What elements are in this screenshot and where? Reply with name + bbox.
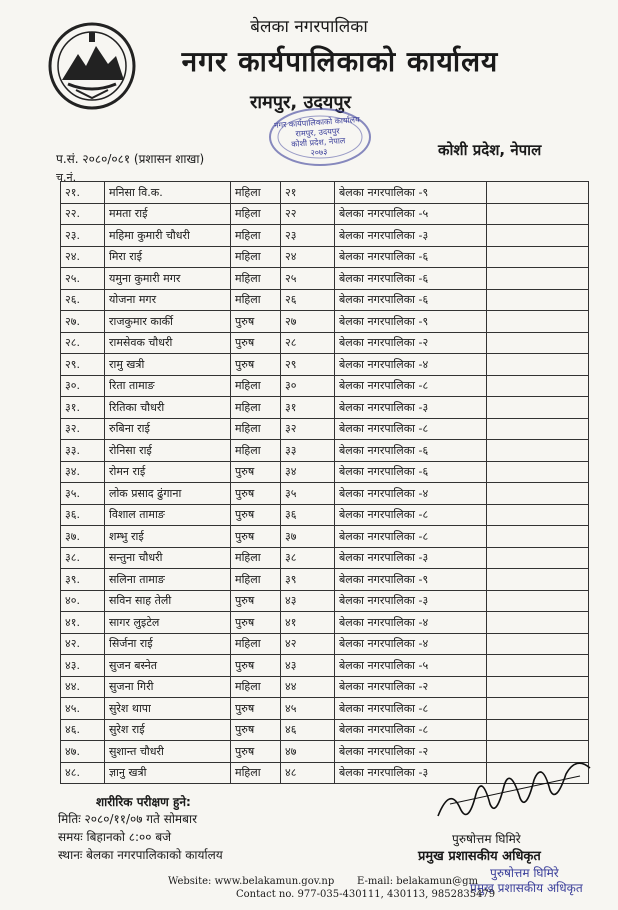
remarks-cell [487, 526, 589, 548]
name-cell: सागर लुइटेल [105, 612, 231, 634]
gender-cell: महिला [231, 676, 281, 698]
address-cell: बेलका नगरपालिका -६ [335, 440, 487, 462]
name-cell: रितिका चौधरी [105, 397, 231, 419]
remarks-cell [487, 182, 589, 204]
serial-cell: ३२. [61, 418, 105, 440]
address-cell: बेलका नगरपालिका -५ [335, 655, 487, 677]
table-row [61, 311, 589, 333]
remarks-cell [487, 676, 589, 698]
serial-cell: ४३. [61, 655, 105, 677]
signature-icon [430, 746, 600, 826]
address-cell: बेलका नगरपालिका -३ [335, 397, 487, 419]
name-cell: रिता तामाङ [105, 375, 231, 397]
name-cell: सुरेश राई [105, 719, 231, 741]
remarks-cell [487, 569, 589, 591]
address-cell: बेलका नगरपालिका -९ [335, 311, 487, 333]
gender-cell: महिला [231, 182, 281, 204]
serial-cell: ३५. [61, 483, 105, 505]
gender-cell: पुरुष [231, 504, 281, 526]
table-row [61, 719, 589, 741]
exam-place-value: बेलका नगरपालिकाको कार्यालय [86, 848, 223, 862]
name-cell: सुशान्त चौधरी [105, 741, 231, 763]
gender-cell: महिला [231, 440, 281, 462]
remarks-cell [487, 418, 589, 440]
roll-cell: २३ [281, 225, 335, 247]
stamp-line: नगर कार्यपालिकाको कार्यालय [273, 115, 360, 131]
table-row [61, 375, 589, 397]
stamp-text [267, 115, 370, 162]
address-cell: बेलका नगरपालिका -३ [335, 547, 487, 569]
address-cell: बेलका नगरपालिका -८ [335, 418, 487, 440]
serial-cell: ३४. [61, 461, 105, 483]
gender-cell: महिला [231, 418, 281, 440]
address-cell: बेलका नगरपालिका -८ [335, 526, 487, 548]
remarks-cell [487, 397, 589, 419]
name-cell: योजना मगर [105, 289, 231, 311]
gender-cell: महिला [231, 397, 281, 419]
address-cell: बेलका नगरपालिका -४ [335, 483, 487, 505]
address-cell: बेलका नगरपालिका -४ [335, 354, 487, 376]
address-cell: बेलका नगरपालिका -२ [335, 741, 487, 763]
address-cell: बेलका नगरपालिका -८ [335, 719, 487, 741]
name-cell: सन्तुना चौधरी [105, 547, 231, 569]
roll-cell: ४६ [281, 719, 335, 741]
gender-cell: पुरुष [231, 612, 281, 634]
roll-cell: ३९ [281, 569, 335, 591]
roll-cell: ३६ [281, 504, 335, 526]
table-row [61, 461, 589, 483]
candidate-rows [61, 182, 589, 784]
address-cell: बेलका नगरपालिका -६ [335, 289, 487, 311]
remarks-cell [487, 354, 589, 376]
table-row [61, 268, 589, 290]
gender-cell: पुरुष [231, 483, 281, 505]
roll-cell: ३१ [281, 397, 335, 419]
remarks-cell [487, 332, 589, 354]
roll-cell: ३३ [281, 440, 335, 462]
gender-cell: पुरुष [231, 698, 281, 720]
name-cell: राजकुमार कार्की [105, 311, 231, 333]
address-cell: बेलका नगरपालिका -३ [335, 762, 487, 784]
gender-cell: पुरुष [231, 354, 281, 376]
roll-cell: ४८ [281, 762, 335, 784]
stamp-line: कोशी प्रदेश, नेपाल [291, 136, 346, 149]
roll-cell: ३२ [281, 418, 335, 440]
address-cell: बेलका नगरपालिका -६ [335, 268, 487, 290]
reference-number: प.सं. २०८०/०८१ (प्रशासन शाखा) [56, 152, 205, 166]
table-row [61, 440, 589, 462]
footer-website: Website: www.belakamun.gov.np [168, 876, 335, 887]
name-cell: सुजना गिरी [105, 676, 231, 698]
name-cell: मिरा राई [105, 246, 231, 268]
name-cell: विशाल तामाङ [105, 504, 231, 526]
remarks-cell [487, 483, 589, 505]
table-row [61, 526, 589, 548]
table-row [61, 225, 589, 247]
gender-cell: महिला [231, 375, 281, 397]
gender-cell: पुरुष [231, 332, 281, 354]
gender-cell: महिला [231, 225, 281, 247]
table-row [61, 246, 589, 268]
table-row [61, 698, 589, 720]
signer-stamp-title: प्रमुख प्रशासकीय अधिकृत [470, 881, 583, 895]
roll-cell: २८ [281, 332, 335, 354]
remarks-cell [487, 612, 589, 634]
remarks-cell [487, 268, 589, 290]
name-cell: ममता राई [105, 203, 231, 225]
serial-cell: २८. [61, 332, 105, 354]
address-cell: बेलका नगरपालिका -६ [335, 461, 487, 483]
municipality-name: बेलका नगरपालिका [250, 17, 368, 37]
address-cell: बेलका नगरपालिका -४ [335, 633, 487, 655]
stamp-line: रामपुर, उदयपुर [295, 126, 340, 139]
dispatch-number: च.नं. [56, 171, 77, 184]
exam-date-value: २०८०/११/०७ गते सोमबार [84, 812, 197, 826]
exam-time-value: बिहानको ८:०० बजे [86, 830, 172, 844]
table-row [61, 354, 589, 376]
province-name: कोशी प्रदेश, नेपाल [438, 141, 542, 159]
roll-cell: ४१ [281, 612, 335, 634]
name-cell: सुरेश थापा [105, 698, 231, 720]
remarks-cell [487, 375, 589, 397]
name-cell: सुजन बस्नेत [105, 655, 231, 677]
gender-cell: महिला [231, 569, 281, 591]
address-cell: बेलका नगरपालिका -९ [335, 182, 487, 204]
serial-cell: २६. [61, 289, 105, 311]
roll-cell: २४ [281, 246, 335, 268]
serial-cell: २७. [61, 311, 105, 333]
table-row [61, 612, 589, 634]
address-cell: बेलका नगरपालिका -२ [335, 676, 487, 698]
remarks-cell [487, 225, 589, 247]
roll-cell: ४२ [281, 633, 335, 655]
office-title: नगर कार्यपालिकाको कार्यालय [181, 45, 499, 78]
serial-cell: ४५. [61, 698, 105, 720]
remarks-cell [487, 590, 589, 612]
exam-place-label: स्थानः [58, 848, 83, 862]
name-cell: सिर्जना राई [105, 633, 231, 655]
serial-cell: २३. [61, 225, 105, 247]
remarks-cell [487, 311, 589, 333]
serial-cell: ३३. [61, 440, 105, 462]
table-row [61, 418, 589, 440]
serial-cell: ३७. [61, 526, 105, 548]
serial-cell: ४४. [61, 676, 105, 698]
table-row [61, 569, 589, 591]
roll-cell: ४३ [281, 655, 335, 677]
gender-cell: पुरुष [231, 655, 281, 677]
address-cell: बेलका नगरपालिका -८ [335, 698, 487, 720]
exam-place [58, 846, 223, 863]
roll-cell: ४४ [281, 676, 335, 698]
remarks-cell [487, 461, 589, 483]
exam-time [58, 828, 171, 845]
table-row [61, 289, 589, 311]
address-cell: बेलका नगरपालिका -८ [335, 504, 487, 526]
gender-cell: महिला [231, 633, 281, 655]
gender-cell: महिला [231, 203, 281, 225]
gender-cell: महिला [231, 762, 281, 784]
serial-cell: २५. [61, 268, 105, 290]
gender-cell: पुरुष [231, 526, 281, 548]
address-cell: बेलका नगरपालिका -३ [335, 590, 487, 612]
serial-cell: ४८. [61, 762, 105, 784]
roll-cell: ४५ [281, 698, 335, 720]
roll-cell: ३८ [281, 547, 335, 569]
serial-cell: ४१. [61, 612, 105, 634]
table-row [61, 655, 589, 677]
remarks-cell [487, 289, 589, 311]
serial-cell: ३९. [61, 569, 105, 591]
serial-cell: ४६. [61, 719, 105, 741]
name-cell: रामु खत्री [105, 354, 231, 376]
gender-cell: पुरुष [231, 719, 281, 741]
roll-cell: २७ [281, 311, 335, 333]
roll-cell: ३४ [281, 461, 335, 483]
remarks-cell [487, 440, 589, 462]
serial-cell: २९. [61, 354, 105, 376]
serial-cell: ३८. [61, 547, 105, 569]
table-row [61, 633, 589, 655]
name-cell: मनिसा वि.क. [105, 182, 231, 204]
table-row [61, 203, 589, 225]
gender-cell: पुरुष [231, 590, 281, 612]
serial-cell: ३०. [61, 375, 105, 397]
roll-cell: ४७ [281, 741, 335, 763]
table-row [61, 483, 589, 505]
serial-cell: २४. [61, 246, 105, 268]
name-cell: लोक प्रसाद ढुंगाना [105, 483, 231, 505]
remarks-cell [487, 246, 589, 268]
footer-contact: Contact no. 977-035-430111, 430113, 9852835479 [236, 889, 496, 900]
table-row [61, 590, 589, 612]
name-cell: रोमन राई [105, 461, 231, 483]
gender-cell: महिला [231, 547, 281, 569]
name-cell: महिमा कुमारी चौधरी [105, 225, 231, 247]
remarks-cell [487, 547, 589, 569]
gender-cell: महिला [231, 246, 281, 268]
serial-cell: ३१. [61, 397, 105, 419]
roll-cell: २१ [281, 182, 335, 204]
stamp-line: २०७३ [310, 147, 328, 158]
roll-cell: ३७ [281, 526, 335, 548]
address-cell: बेलका नगरपालिका -६ [335, 246, 487, 268]
exam-time-label: समयः [58, 830, 83, 844]
roll-cell: ३५ [281, 483, 335, 505]
roll-cell: ४३ [281, 590, 335, 612]
roll-cell: २२ [281, 203, 335, 225]
roll-cell: २९ [281, 354, 335, 376]
roll-cell: ३० [281, 375, 335, 397]
gender-cell: महिला [231, 289, 281, 311]
office-address: रामपुर, उदयपुर [250, 92, 351, 113]
nepal-emblem-icon [46, 20, 138, 112]
serial-cell: २१. [61, 182, 105, 204]
serial-cell: ४०. [61, 590, 105, 612]
remarks-cell [487, 504, 589, 526]
gender-cell: पुरुष [231, 741, 281, 763]
address-cell: बेलका नगरपालिका -२ [335, 332, 487, 354]
address-cell: बेलका नगरपालिका -४ [335, 612, 487, 634]
roll-cell: २६ [281, 289, 335, 311]
name-cell: रोनिसा राई [105, 440, 231, 462]
exam-heading: शारीरिक परीक्षण हुने: [96, 795, 191, 809]
table-row [61, 332, 589, 354]
name-cell: शम्भु राई [105, 526, 231, 548]
roll-cell: २५ [281, 268, 335, 290]
signer-name: पुरुषोत्तम घिमिरे [452, 832, 521, 846]
address-cell: बेलका नगरपालिका -५ [335, 203, 487, 225]
table-row [61, 547, 589, 569]
gender-cell: पुरुष [231, 311, 281, 333]
table-row [61, 397, 589, 419]
name-cell: ज्ञानु खत्री [105, 762, 231, 784]
remarks-cell [487, 719, 589, 741]
name-cell: यमुना कुमारी मगर [105, 268, 231, 290]
name-cell: सलिना तामाङ [105, 569, 231, 591]
serial-cell: ३६. [61, 504, 105, 526]
candidate-table [60, 181, 589, 784]
serial-cell: ४७. [61, 741, 105, 763]
exam-date-label: मितिः [58, 812, 81, 826]
serial-cell: २२. [61, 203, 105, 225]
table-row [61, 676, 589, 698]
gender-cell: महिला [231, 268, 281, 290]
table-row [61, 504, 589, 526]
gender-cell: पुरुष [231, 461, 281, 483]
address-cell: बेलका नगरपालिका -८ [335, 375, 487, 397]
remarks-cell [487, 655, 589, 677]
signer-title: प्रमुख प्रशासकीय अधिकृत [418, 849, 541, 864]
exam-date [58, 810, 197, 827]
serial-cell: ४२. [61, 633, 105, 655]
signer-stamp-name: पुरुषोत्तम घिमिरे [490, 866, 559, 880]
name-cell: रुबिना राई [105, 418, 231, 440]
address-cell: बेलका नगरपालिका -९ [335, 569, 487, 591]
name-cell: रामसेवक चौधरी [105, 332, 231, 354]
table-row [61, 182, 589, 204]
footer-email: E-mail: belakamun@gm [357, 876, 479, 887]
remarks-cell [487, 698, 589, 720]
remarks-cell [487, 633, 589, 655]
remarks-cell [487, 203, 589, 225]
name-cell: सविन साह तेली [105, 590, 231, 612]
address-cell: बेलका नगरपालिका -३ [335, 225, 487, 247]
